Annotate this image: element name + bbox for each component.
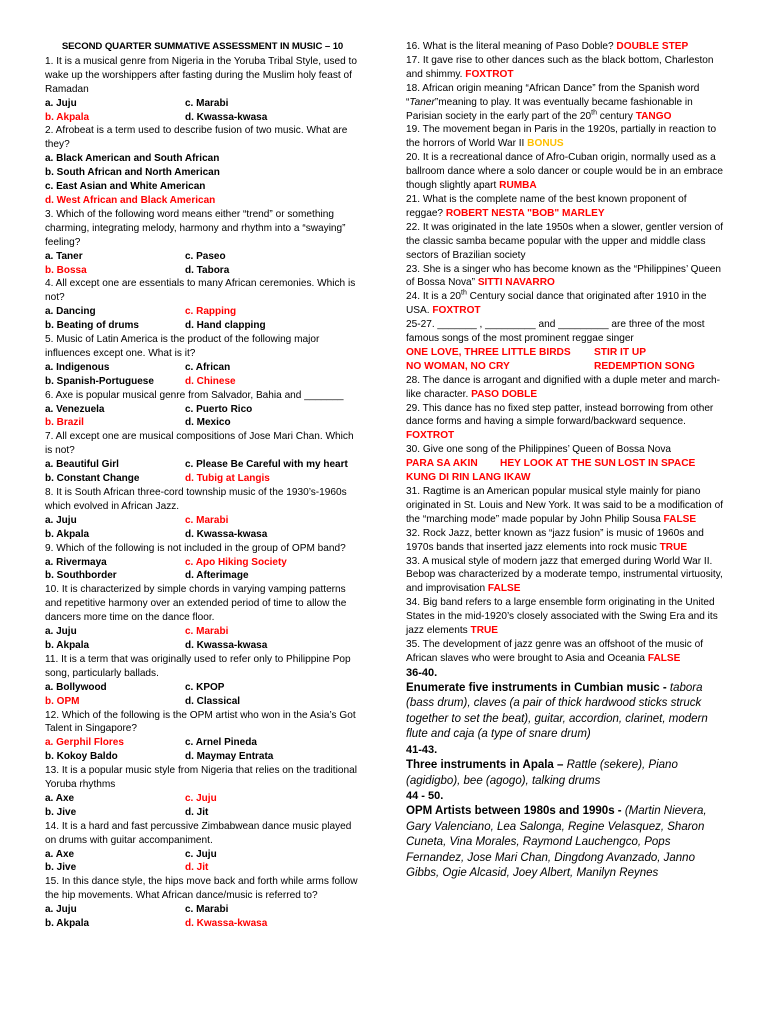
bonus-label: BONUS: [527, 138, 564, 150]
section-number: 36-40.: [406, 666, 438, 679]
answer-option: b. Jive: [45, 862, 77, 874]
question-35: 35. The development of jazz genre was an offshoot of the music of African slaves who were brought to Asia and Oceania FALSE: [406, 638, 704, 664]
question-16: 16. What is the literal meaning of Paso Doble? DOUBLE STEP: [406, 41, 689, 52]
answer-option: d. Kwassa-kwasa: [185, 111, 268, 123]
question-11: [45, 653, 360, 709]
question-stem: 11. It is a term that was originally used to refer only to Philippine Pop song, particularly ballads.: [45, 653, 351, 679]
question-3: [45, 208, 360, 278]
answer-option: a. Taner: [45, 250, 83, 262]
answer-option: d. Hand clapping: [185, 320, 266, 332]
answer-option: c. KPOP: [185, 681, 225, 693]
section-heading: Enumerate five instruments in Cumbian music -: [406, 681, 670, 694]
answer: ROBERT NESTA "BOB" MARLEY: [445, 207, 605, 219]
question-2: [45, 124, 360, 207]
correct-option: c. Marabi: [185, 514, 229, 526]
answer-options: [45, 514, 360, 542]
answer-options: [45, 681, 360, 709]
correct-option: a. Gerphil Flores: [45, 737, 124, 749]
answer-option: a. Juju: [45, 97, 77, 109]
answer-option: a. Juju: [45, 514, 77, 526]
answer-option: d. Kwassa-kwasa: [185, 528, 268, 540]
correct-option: b. Brazil: [45, 417, 84, 429]
answer-option: a. Beautiful Girl: [45, 459, 119, 471]
answer-option: d. Classical: [185, 695, 241, 707]
song-answer: KUNG DI RIN LANG IKAW: [406, 472, 531, 484]
answer-option: a. Black American and South African: [45, 153, 220, 165]
question-21: 21. What is the complete name of the best known proponent of reggae? ROBERT NESTA "BOB" MARLEY: [406, 193, 687, 219]
question-33: 33. A musical style of modern jazz that emerged during World War II. Bebop was characterized by a moderate tempo, instrumental virtuosity, and improvisation FALSE: [406, 555, 723, 595]
answer-option: c. Puerto Rico: [185, 403, 253, 415]
answer-option: d. Jit: [185, 806, 209, 818]
answer-option: a. Juju: [45, 904, 77, 916]
answer-options: [45, 903, 360, 931]
question-stem: 4. All except one are essentials to many African ceremonies. Which is not?: [45, 278, 356, 304]
question-stem: 10. It is characterized by simple chords in varying vamping patterns and repetitive harmony over an extended period of time to allow the dancers more time on the dance floor.: [45, 584, 347, 624]
song-answer: ONE LOVE, THREE LITTLE BIRDS: [406, 346, 571, 358]
answer-option: a. Venezuela: [45, 403, 105, 415]
song-answer: LOST IN SPACE: [618, 458, 696, 470]
section-heading: Three instruments in Apala –: [406, 758, 567, 771]
answer-option: d. Tabora: [185, 264, 230, 276]
answer-option: d. Mexico: [185, 417, 231, 429]
answer-option: b. Akpala: [45, 918, 90, 930]
answer-option: a. Indigenous: [45, 361, 110, 373]
answer-option: d. Kwassa-kwasa: [185, 639, 268, 651]
answer-option: c. Marabi: [185, 904, 229, 916]
answer: TANGO: [635, 110, 672, 122]
question-18: 18. African origin meaning “African Dance” from the Spanish word “Taner”meaning to play. It was eventually became fashionable in Parisian society in the early part of the 20th century TANGO: [406, 82, 700, 122]
section-answer: (Martin Nievera, Gary Valenciano, Lea Salonga, Regine Velasquez, Sharon Cuneta, Vina Morales, Raymond Lauchengco, Pops Fernandez, Jose Mari Chan, Dingdong Avanzado, Janno Gibbs, Ogie Alcasid, Joey Albert, Manilyn Reynes: [406, 805, 707, 880]
question-34: 34. Big band refers to a large ensemble form originating in the United States in the mid-1920’s closely associated with the Swing Era and its jazz elements TRUE: [406, 597, 718, 637]
answer-option: b. Akpala: [45, 639, 90, 651]
question-23: 23. She is a singer who has become known as the “Philippines’ Queen of Bossa Nova” SITTI NAVARRO: [406, 263, 721, 289]
answer-option: c. Arnel Pineda: [185, 737, 257, 749]
correct-option: d. Kwassa-kwasa: [185, 918, 268, 930]
answer-option: c. Marabi: [185, 97, 229, 109]
answer-option: d. Afterimage: [185, 570, 249, 582]
song-answers: [406, 471, 724, 485]
question-list: [45, 55, 360, 931]
song-answer: STIR IT UP: [594, 346, 647, 358]
question-17: 17. It gave rise to other dances such as the black bottom, Charleston and shimmy. FOXTROT: [406, 54, 714, 80]
question-4: [45, 277, 360, 333]
correct-option: d. Jit: [185, 862, 209, 874]
answer-options: [45, 556, 360, 584]
question-1: [45, 55, 360, 125]
correct-option: d. West African and Black American: [45, 194, 216, 206]
answer-option: c. Please Be Careful with my heart: [185, 459, 348, 471]
correct-option: c. Juju: [185, 792, 217, 804]
answer: FALSE: [487, 583, 521, 595]
answer-options: [45, 403, 360, 431]
answer-option: a. Axe: [45, 848, 75, 860]
answer-options: [45, 625, 360, 653]
answer-option: b. Kokoy Baldo: [45, 751, 118, 763]
answer-option: a. Rivermaya: [45, 556, 107, 568]
right-column: [406, 40, 724, 882]
answer: FOXTROT: [465, 68, 514, 80]
answer: RUMBA: [499, 180, 537, 192]
song-answers: [406, 457, 724, 471]
question-24: 24. It is a 20th Century social dance that originated after 1910 in the USA. FOXTROT: [406, 289, 707, 317]
question-30: 30. Give one song of the Philippines’ Queen of Bossa Nova: [406, 444, 672, 456]
question-stem: 9. Which of the following is not included in the group of OPM band?: [45, 542, 346, 554]
answer-option: b. Beating of drums: [45, 320, 139, 332]
question-25-27: 25-27. _______ , _________ and _________ are three of the most famous songs of the most prominent reggae singer: [406, 319, 705, 345]
song-answer: HEY LOOK AT THE SUN: [500, 458, 616, 470]
question-stem: 6. Axe is popular musical genre from Salvador, Bahia and _______: [45, 389, 344, 401]
question-stem: 14. It is a hard and fast percussive Zimbabwean dance music played on drums with guitar accompaniment.: [45, 820, 352, 846]
correct-option: d. Chinese: [185, 375, 236, 387]
answer-options: [45, 458, 360, 486]
left-column: [45, 40, 360, 931]
answer-options: [45, 792, 360, 820]
section-apala: [406, 758, 724, 789]
correct-option: b. Bossa: [45, 264, 87, 276]
section-answer: tabora (bass drum), claves (a pair of thick hardwood sticks struck together to set the beat), guitar, accordion, clarinet, modern flute and caja (a type of snare drum): [406, 681, 708, 741]
answer-option: a. Bollywood: [45, 681, 107, 693]
answer: FALSE: [663, 513, 697, 525]
section-number: 44 - 50.: [406, 790, 444, 803]
question-22: 22. It was originated in the late 1950s when a slower, gentler version of the classic samba became popular with the upper and middle class sectors of Brazilian society: [406, 221, 724, 261]
correct-option: c. Rapping: [185, 306, 237, 318]
answer-options: [45, 848, 360, 876]
answer: PASO DOBLE: [471, 388, 538, 400]
correct-option: d. Tubig at Langis: [185, 473, 270, 485]
answer-option: c. East Asian and White American: [45, 181, 206, 193]
question-20: 20. It is a recreational dance of Afro-Cuban origin, normally used as a ballroom dance where a solo dancer or couple would be in an embrace though slightly apart RUMBA: [406, 152, 724, 192]
question-stem: 8. It is South African three-cord township music of the 1930’s-1960s which evolved in African Jazz.: [45, 487, 347, 512]
answer: FOXTROT: [406, 430, 455, 442]
section-answer: Rattle (sekere), Piano (agidigbo), bee (agogo), talking drums: [406, 758, 678, 787]
question-32: 32. Rock Jazz, better known as “jazz fusion” is music of 1960s and 1970s bands that inserted jazz elements into rock music TRUE: [406, 527, 704, 553]
answer-option: a. Axe: [45, 792, 75, 804]
question-stem: 1. It is a musical genre from Nigeria in the Yoruba Tribal Style, used to wake up the worshippers after fasting during the Muslim holy feast of Ramadan: [45, 55, 357, 95]
song-answer: REDEMPTION SONG: [594, 360, 695, 372]
question-stem: 12. Which of the following is the OPM artist who won in the Asia’s Got Talent in Singapore?: [45, 709, 356, 735]
question-12: [45, 709, 360, 765]
answer: TRUE: [470, 625, 499, 637]
answer-options: [45, 152, 360, 208]
question-stem: 3. Which of the following word means either “trend” or something charming, integrating melody, harmony and rhythm into a “swaying” feeling?: [45, 208, 346, 248]
section-heading: OPM Artists between 1980s and 1990s -: [406, 805, 625, 818]
question-15: [45, 875, 360, 931]
song-answer: NO WOMAN, NO CRY: [406, 360, 510, 372]
section-opm-artists: [406, 804, 724, 882]
song-answers: [406, 360, 724, 374]
question-stem: 7. All except one are musical compositions of Jose Mari Chan. Which is not?: [45, 431, 354, 457]
question-stem: 15. In this dance style, the hips move back and forth while arms follow the hip movements. What African dance/music is referred to?: [45, 876, 358, 902]
question-stem: 13. It is a popular music style from Nigeria that relies on the traditional Yoruba rhythms: [45, 765, 357, 791]
answer-options: [45, 250, 360, 278]
answer-option: b. South African and North American: [45, 167, 220, 179]
answer-options: [45, 361, 360, 389]
answer-option: b. Jive: [45, 806, 77, 818]
answer: FALSE: [647, 652, 681, 664]
question-8: [45, 486, 360, 542]
question-13: [45, 764, 360, 820]
answer: FOXTROT: [432, 305, 481, 317]
correct-option: b. Akpala: [45, 111, 90, 123]
answer-options: [45, 736, 360, 764]
song-answer: PARA SA AKIN: [406, 458, 478, 470]
correct-option: c. Marabi: [185, 626, 229, 638]
question-10: [45, 583, 360, 653]
answer-option: b. Constant Change: [45, 473, 140, 485]
question-9: [45, 542, 360, 584]
section-cumbian: [406, 681, 724, 743]
question-stem: 5. Music of Latin America is the product of the following major influences except one. What is it?: [45, 334, 320, 359]
answer: SITTI NAVARRO: [477, 277, 555, 289]
question-14: [45, 820, 360, 876]
answer-option: c. African: [185, 361, 231, 373]
question-28: 28. The dance is arrogant and dignified with a duple meter and march-like character. PASO DOBLE: [406, 374, 721, 400]
question-6: [45, 389, 360, 431]
answer-option: d. Maymay Entrata: [185, 751, 274, 763]
answer-option: b. Spanish-Portuguese: [45, 375, 154, 387]
answer-option: a. Dancing: [45, 306, 96, 318]
song-answers: [406, 346, 724, 360]
answer: DOUBLE STEP: [616, 41, 689, 52]
answer-option: c. Juju: [185, 848, 217, 860]
answer-option: c. Paseo: [185, 250, 226, 262]
answer-option: b. Southborder: [45, 570, 117, 582]
correct-option: b. OPM: [45, 695, 80, 707]
question-stem: 2. Afrobeat is a term used to describe fusion of two music. What are they?: [45, 125, 348, 151]
question-5: [45, 333, 360, 389]
answer-options: [45, 305, 360, 333]
correct-option: c. Apo Hiking Society: [185, 556, 287, 568]
section-number: 41-43.: [406, 744, 438, 757]
answer-option: b. Akpala: [45, 528, 90, 540]
answer: TRUE: [659, 541, 688, 553]
question-7: [45, 430, 360, 486]
question-31: 31. Ragtime is an American popular musical style mainly for piano originated in St. Louis and New York. It was said to be a modification of the “marching mode” made popular by John Philip Sousa FALSE: [406, 486, 724, 525]
question-29: 29. This dance has no fixed step patter, instead borrowing from other dance forms and having a simple forward/backward sequence. FOXTROT: [406, 402, 714, 442]
page-title: SECOND QUARTER SUMMATIVE ASSESSMENT IN MUSIC – 10: [61, 41, 344, 52]
question-19: 19. The movement began in Paris in the 1920s, partially in reaction to the horrors of World War II BONUS: [406, 124, 717, 150]
answer-option: a. Juju: [45, 626, 77, 638]
answer-options: [45, 97, 360, 125]
